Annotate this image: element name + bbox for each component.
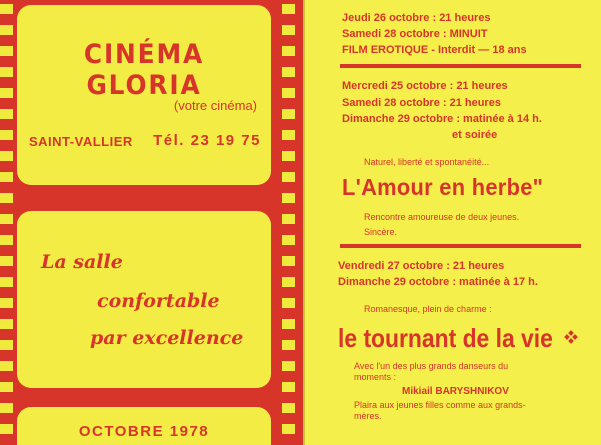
film-perforation (0, 88, 13, 98)
divider-1 (340, 64, 581, 68)
block2-date-2: Samedi 28 octobre : 21 heures (342, 97, 501, 109)
block3-date-1: Vendredi 27 octobre : 21 heures (338, 260, 505, 272)
film-perforation (0, 151, 13, 161)
film-perforation (282, 67, 295, 77)
slogan-line-3: par excellence (90, 327, 244, 349)
film-perforation (0, 340, 13, 350)
film-perforation (282, 235, 295, 245)
film-perforation (282, 46, 295, 56)
film-perforation (282, 382, 295, 392)
film-perforation (282, 256, 295, 266)
film-perforation (282, 172, 295, 182)
block1-date-2: Samedi 28 octobre : MINUIT (342, 28, 488, 40)
month-frame (17, 407, 271, 445)
block2-desc-2: Sincère. (364, 227, 398, 237)
slogan-line-2: confortable (97, 290, 220, 312)
divider-2 (340, 244, 581, 248)
cinema-tagline: (votre cinéma) (173, 98, 257, 113)
film-perforation (282, 277, 295, 287)
film-perforation (0, 319, 13, 329)
slogan-frame (17, 211, 271, 388)
film-perforation (282, 109, 295, 119)
film-perforation (0, 298, 13, 308)
block2-intro: Naturel, liberté et spontanéité... (364, 157, 490, 167)
fold-line (303, 0, 305, 445)
block2-date-3: Dimanche 29 octobre : matinée à 14 h. (342, 113, 542, 125)
film-perforation (0, 109, 13, 119)
block3-date-2: Dimanche 29 octobre : matinée à 17 h. (338, 276, 538, 288)
film-perforation (0, 361, 13, 371)
film-perforation (0, 46, 13, 56)
film-perforation (0, 214, 13, 224)
film-perforation (0, 235, 13, 245)
cinema-frame (17, 5, 271, 185)
film-perforation (282, 298, 295, 308)
block2-date-1: Mercredi 25 octobre : 21 heures (342, 80, 508, 92)
block3-title: le tournant de la vie (338, 323, 553, 353)
block3-note-2: mères. (354, 411, 382, 421)
film-perforation (282, 319, 295, 329)
block1-date-1: Jeudi 26 octobre : 21 heures (342, 12, 491, 24)
block1-film: FILM EROTIQUE - Interdit — 18 ans (342, 44, 527, 56)
block3-desc-1: Avec l'un des plus grands danseurs du (354, 361, 509, 371)
film-perforation (282, 214, 295, 224)
film-perforation (282, 403, 295, 413)
film-perforation (0, 382, 13, 392)
film-perforation (282, 424, 295, 434)
film-perforation (0, 25, 13, 35)
block2-title: L'Amour en herbe" (342, 174, 544, 200)
film-perforation (282, 4, 295, 14)
film-perforation (282, 361, 295, 371)
block3-intro: Romanesque, plein de charme : (364, 304, 492, 314)
block2-desc-1: Rencontre amoureuse de deux jeunes. (364, 212, 520, 222)
block2-date-4: et soirée (452, 129, 498, 141)
programme (306, 0, 601, 445)
film-perforation (0, 130, 13, 140)
cinema-town: SAINT-VALLIER (29, 134, 133, 149)
film-perforation (282, 151, 295, 161)
film-perforation (282, 25, 295, 35)
film-perforation (282, 193, 295, 203)
film-perforation (282, 340, 295, 350)
film-perforation (0, 277, 13, 287)
block3-star: Mikiail BARYSHNIKOV (402, 386, 509, 397)
film-perforation (282, 130, 295, 140)
month-label: OCTOBRE 1978 (78, 423, 210, 440)
film-perforation (0, 67, 13, 77)
diamond-ornament-icon (565, 331, 577, 345)
slogan-line-1: La salle (41, 251, 123, 273)
block3-desc-2: moments : (354, 372, 397, 382)
cinema-name: CINÉMA GLORIA (83, 39, 205, 101)
cinema-phone: Tél. 23 19 75 (153, 132, 261, 149)
film-perforation (0, 424, 13, 434)
film-perforation (282, 88, 295, 98)
film-perforation (0, 172, 13, 182)
film-perforation (0, 256, 13, 266)
block3-note-1: Plaira aux jeunes filles comme aux grands- (354, 400, 526, 410)
film-perforation (0, 193, 13, 203)
film-perforation (0, 403, 13, 413)
film-perforation (0, 4, 13, 14)
